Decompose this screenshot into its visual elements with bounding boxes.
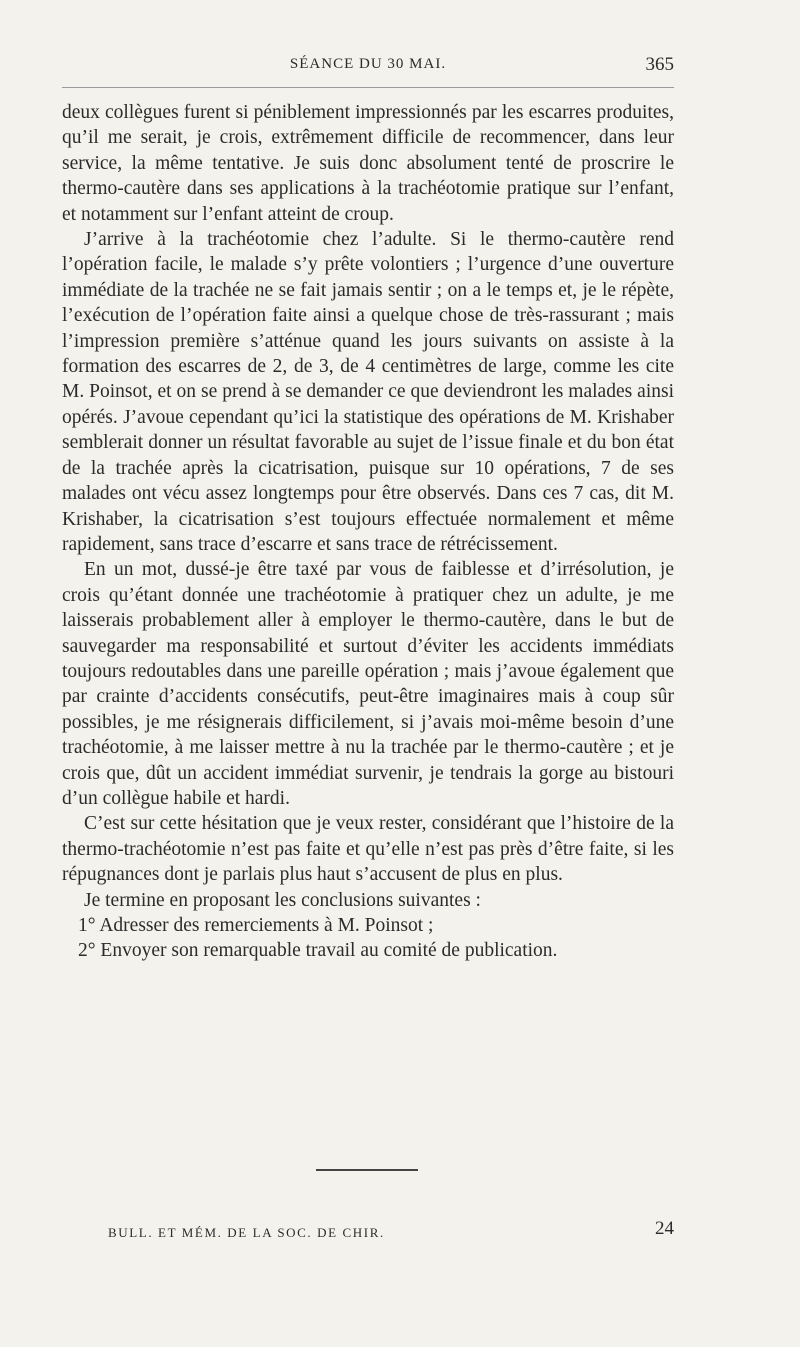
sheet-number: 24 <box>655 1218 674 1239</box>
section-separator-rule <box>316 1169 418 1171</box>
conclusion-item: 2° Envoyer son remarquable travail au comité de publication. <box>78 940 558 962</box>
page-footer <box>108 1218 674 1242</box>
page-number: 365 <box>645 54 674 75</box>
signature-mark: BULL. ET MÉM. DE LA SOC. DE CHIR. <box>108 1225 385 1240</box>
paragraph: C’est sur cette hésitation que je veux rester, considérant que l’histoire de la thermo-trachéotomie n’est pas faite et qu’elle n’est pas près d’être faite, si les répugnances dont je parlais plus haut s’accusent de plus en plus. <box>62 813 674 886</box>
paragraph-continued: deux collègues furent si péniblement impressionnés par les escarres produites, qu’il me serait, je crois, extrêmement difficile de recommencer, dans leur service, la même tentative. Je suis donc absolument tenté de proscrire le thermo-cautère dans ses applications à la trachéotomie pratique sur l’enfant, et notamment sur l’enfant atteint de croup. <box>62 102 674 225</box>
paragraph: Je termine en proposant les conclusions suivantes : <box>84 889 481 911</box>
running-header <box>62 56 674 82</box>
conclusion-item: 1° Adresser des remerciements à M. Poinsot ; <box>78 915 434 936</box>
paragraph: J’arrive à la trachéotomie chez l’adulte. Si le thermo-cautère rend l’opération facile, le malade s’y prête volontiers ; l’urgence d’une ouverture immédiate de la trachée ne se fait jamais sentir ; on a le temps et, je le répète, l’exécution de l’opération faite ainsi a quelque chose de très-rassurant ; mais l’impression première s’atténue quand les jours suivants on assiste à la formation des escarres de 2, de 3, de 4 centimètres de large, comme les cite M. Poinsot, et on se prend à se demander ce que deviendront les malades ainsi opérés. J’avoue cependant qu’ici la statistique des opérations de M. Krishaber semblerait donner un résultat favorable au sujet de l’issue finale et du bon état de la trachée après la cicatrisation, puisque sur 10 opérations, 7 de ses malades ont vécu assez longtemps pour être observés. Dans ces 7 cas, dit M. Krishaber, la cicatrisation s’est toujours effectuée normalement et même rapidement, sans trace d’escarre et sans trace de rétrécissement. <box>62 229 674 555</box>
body-text <box>62 100 674 964</box>
running-title: SÉANCE DU 30 MAI. <box>289 56 447 72</box>
paragraph: En un mot, dussé-je être taxé par vous de faiblesse et d’irrésolution, je crois qu’étant donnée une trachéotomie à pratiquer chez un adulte, je me laisserais probablement aller à employer le thermo-cautère, dans le but de sauvegarder ma responsabilité et surtout d’éviter les accidents immédiats toujours redoutables dans une pareille opération ; mais j’avoue également que par crainte d’accidents consécutifs, peut-être imaginaires mais à coup sûr possibles, je me résignerais difficilement, si j’avais moi-même besoin d’une trachéotomie, à me laisser mettre à nu la trachée par le thermo-cautère ; et je crois que, dût un accident immédiat survenir, je tendrais la gorge au bistouri d’un collègue habile et hardi. <box>62 559 674 809</box>
header-rule <box>62 87 674 88</box>
